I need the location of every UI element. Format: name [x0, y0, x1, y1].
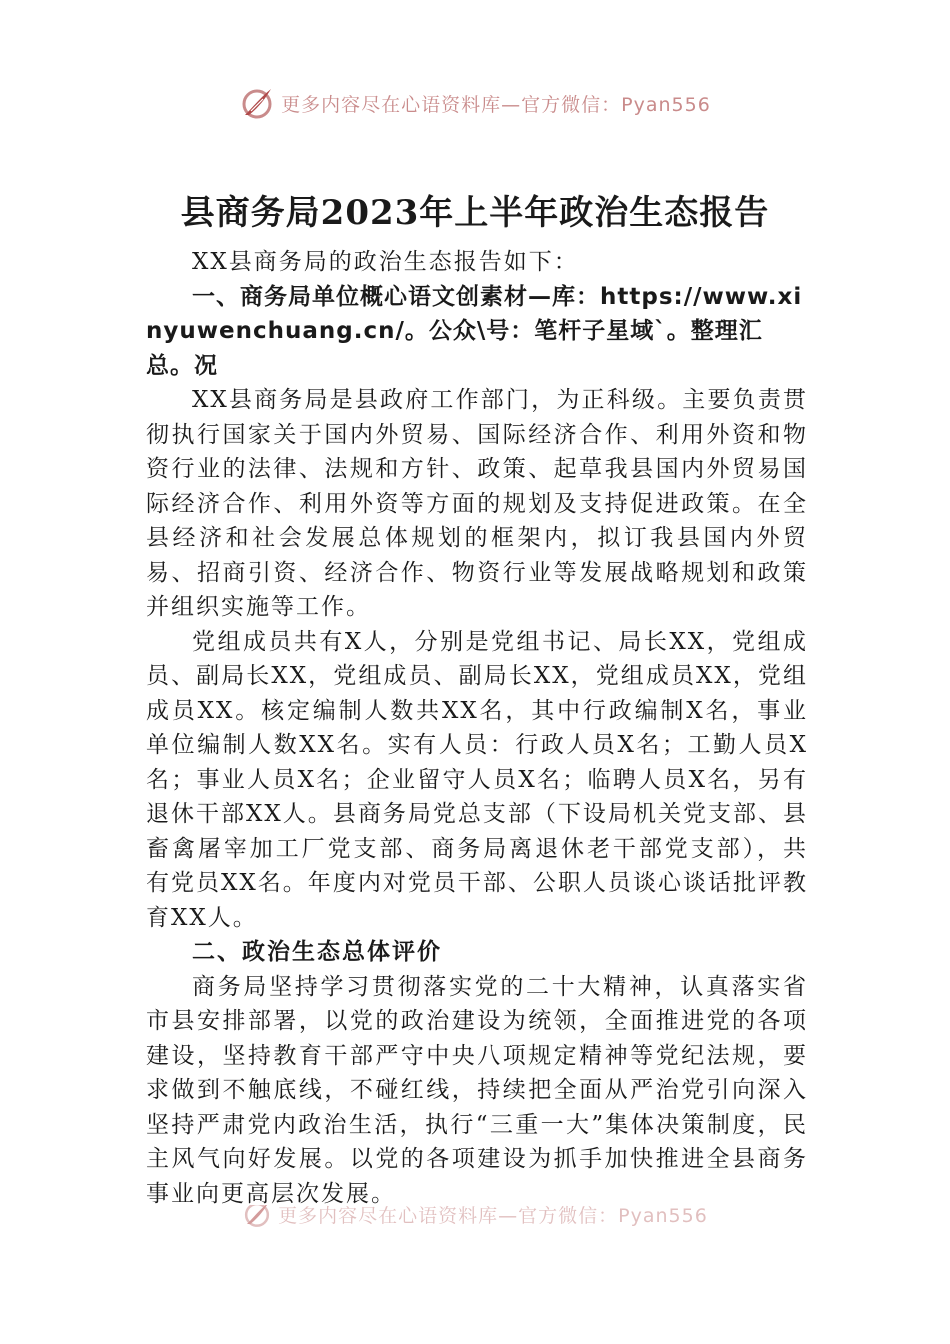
section-1-heading: 一、商务局单位概心语文创素材—库：https://www.xinyuwenchuang.cn/。公众\号：笔杆子星域`。整理汇总。况: [146, 283, 803, 379]
section-1-paragraph: XX县商务局是县政府工作部门，为正科级。主要负责贯彻执行国家关于国内外贸易、国际经济合作、利用外资和物资行业的法律、法规和方针、政策、起草我县国内外贸易国际经济合作、利用外资等方面的规划及支持促进政策。在全县经济和社会发展总体规划的框架内，拟订我县国内外贸易、招商引资、经济合作、物资行业等发展战略规划和政策并组织实施等工作。: [146, 387, 808, 620]
document-body: [146, 245, 808, 1211]
feather-pen-logo-icon: [242, 1205, 272, 1229]
section-2-paragraph: 商务局坚持学习贯彻落实党的二十大精神，认真落实省市县安排部署，以党的政治建设为统领，全面推进党的各项建设，坚持教育干部严守中央八项规定精神等党纪法规，要求做到不触底线，不碰红线，持续把全面从严治党引向深入坚持严肃党内政治生活，执行“三重一大”集体决策制度，民主风气向好发展。以党的各项建设为抓手加快推进全县商务事业向更高层次发展。: [146, 973, 808, 1207]
footer-watermark-banner: [0, 1205, 950, 1235]
feather-pen-logo-icon: [239, 85, 275, 121]
header-watermark-banner: [0, 82, 950, 124]
section-1-paragraph: 党组成员共有X人，分别是党组书记、局长XX，党组成员、副局长XX，党组成员、副局长XX，党组成员XX，党组成员XX。核定编制人数共XX名，其中行政编制X名，事业单位编制人数XX名。实有人员：行政人员X名；工勤人员X名；事业人员X名；企业留守人员X名；临聘人员X名，另有退休干部XX人。县商务局党总支部（下设局机关党支部、县畜禽屠宰加工厂党支部、商务局离退休老干部党支部），共有党员XX名。年度内对党员干部、公职人员谈心谈话批评教育XX人。: [146, 628, 808, 931]
footer-watermark-text: 更多内容尽在心语资料库—官方微信：Pyan556: [278, 1205, 708, 1227]
section-2-heading: 二、政治生态总体评价: [192, 939, 442, 965]
intro-paragraph: XX县商务局的政治生态报告如下：: [192, 249, 579, 275]
header-watermark-text: 更多内容尽在心语资料库—官方微信：Pyan556: [281, 93, 711, 116]
document-title: 县商务局2023年上半年政治生态报告: [180, 193, 770, 233]
